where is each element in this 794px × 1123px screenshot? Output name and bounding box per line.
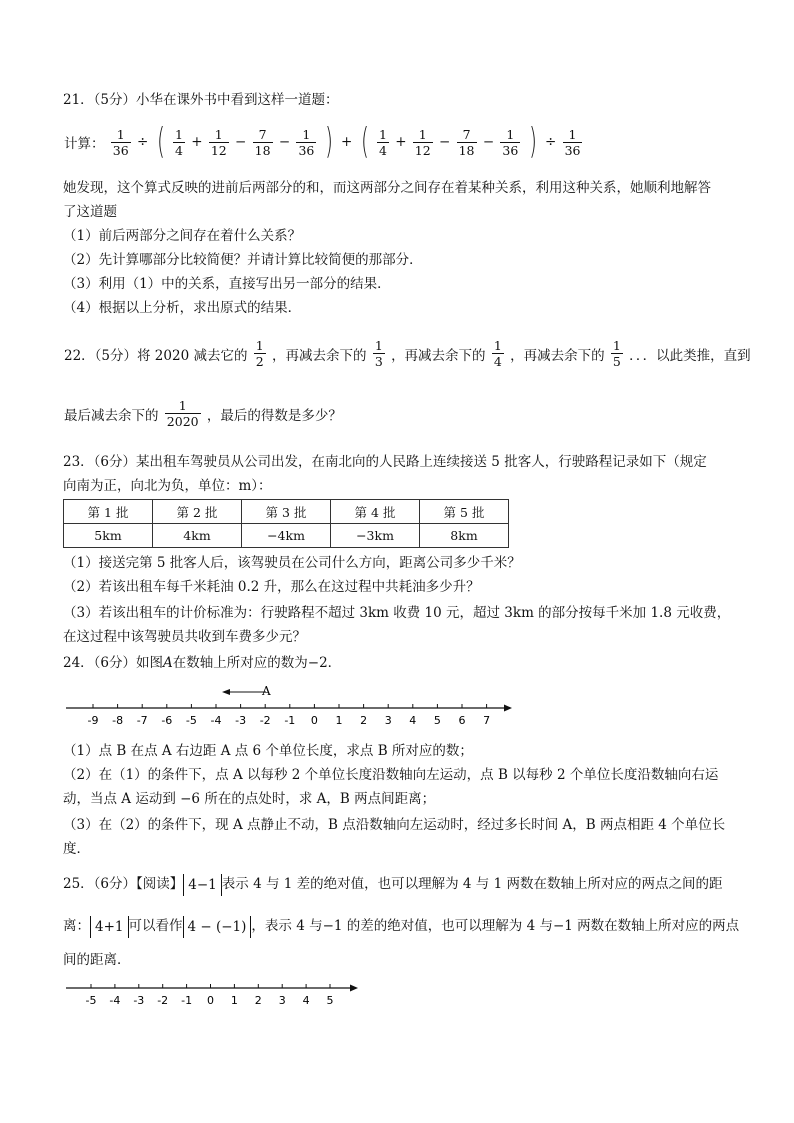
q24-point-var: A (163, 655, 173, 671)
abs-expression: 4 − (−1) (183, 916, 252, 938)
q25-line-2 (63, 914, 739, 938)
q22-text: ，再减去余下的 (510, 347, 605, 364)
axis-tick-label: 5 (433, 714, 441, 727)
axis-tick-label: -2 (157, 994, 169, 1007)
left-paren: ( (156, 121, 165, 162)
table-cell: 5km (64, 524, 153, 548)
plus-sign: + (340, 134, 353, 150)
table-cell: −3km (331, 524, 420, 548)
q23-text-line: 23．（6分）某出租车驾驶员从公司出发，在南北向的人民路上连续接送 5 批客人，行驶路程记录如下（规定 (63, 454, 707, 470)
axis-tick-label: 0 (207, 994, 214, 1007)
fraction: $\frac{1}{4}$ (493, 338, 502, 369)
axis-tick-label: -4 (210, 714, 222, 727)
q21-sub-question: （1）前后两部分之间存在着什么关系？ (63, 228, 302, 244)
fraction: $\frac{1}{3}$ (374, 338, 383, 369)
q21-text-line: 她发现，这个算式反映的进前后两部分的和，而这两部分之间存在着某种关系，利用这种关系，她顺利地解答 (63, 180, 711, 196)
axis-tick-label: -5 (185, 714, 197, 727)
axis-tick-label: -1 (284, 714, 296, 727)
trip-record-table (63, 499, 509, 548)
axis-tick-label: -7 (136, 714, 148, 727)
axis-tick-label: 6 (458, 714, 466, 727)
fraction: $\frac{1}{36}$ (112, 126, 129, 158)
axis-tick-label: 3 (384, 714, 392, 727)
fraction: $\frac{1}{4}$ (378, 126, 387, 158)
left-paren: ( (360, 121, 369, 162)
minus-sign: − (278, 134, 291, 150)
axis-tick-label: -3 (133, 994, 145, 1007)
q24-heading (63, 653, 341, 673)
axis-tick-label: -1 (181, 994, 193, 1007)
q25-text: 离： (63, 918, 90, 934)
q22-line-2 (63, 398, 343, 429)
q23-text-line: 向南为正，向北为负，单位：m）： (63, 478, 272, 494)
abs-expression: 4+1 (90, 916, 129, 938)
axis-tick-label: 2 (254, 994, 262, 1007)
fraction: $\frac{1}{36}$ (564, 126, 581, 158)
axis-tick-label: -9 (87, 714, 99, 727)
q22-text: 最后减去余下的 (64, 407, 159, 424)
q22-text: ．．．以此类推，直到 (629, 347, 751, 364)
q23-sub-question: （1）接送完第 5 批客人后，该驾驶员在公司什么方向，距离公司多少千米？ (63, 555, 521, 571)
table-header-cell: 第 2 批 (153, 500, 242, 524)
right-paren: ) (528, 121, 537, 162)
axis-tick-label: 2 (360, 714, 368, 727)
q21-sub-question: （4）根据以上分析，求出原式的结果． (63, 300, 302, 316)
fraction: $\frac{1}{5}$ (612, 338, 621, 369)
q22-text: ，最后的得数是多少？ (206, 407, 342, 424)
axis-tick-label: 0 (310, 714, 318, 727)
q24-sub-question: 动，当点 A 运动到 −6 所在的点处时，求 A，B 两点间距离； (63, 791, 436, 807)
table-header-cell: 第 1 批 (64, 500, 153, 524)
q22-text: ，再减去余下的 (272, 347, 367, 364)
q23-sub-question: （2）若该出租车每千米耗油 0.2 升，那么在这过程中共耗油多少升？ (63, 579, 480, 595)
axis-tick-label: -2 (259, 714, 271, 727)
axis-tick-label: 1 (335, 714, 343, 727)
table-header-row (64, 500, 509, 524)
table-cell: 4km (153, 524, 242, 548)
q21-heading: 21．（5分）小华在课外书中看到这样一道题： (63, 92, 339, 108)
q25-line-1 (63, 872, 722, 896)
q24-text: 24．（6分）如图 (63, 655, 164, 671)
q24-sub-question: （3）在（2）的条件下，现 A 点静止不动，B 点沿数轴向左运动时，经过多长时间 A，B 两点相距 4 个单位长 (63, 817, 726, 833)
table-header-cell: 第 4 批 (331, 500, 420, 524)
divide-sign: ÷ (137, 134, 149, 150)
abs-expression: 4−1 (183, 874, 222, 896)
q22-line-1 (63, 338, 752, 369)
fraction: $\frac{1}{12}$ (414, 126, 431, 158)
right-paren: ) (324, 121, 333, 162)
axis-tick-label: -5 (85, 994, 97, 1007)
q21-sub-question: （2）先计算哪部分比较简便？并请计算比较简便的那部分． (63, 252, 423, 268)
fraction: $\frac{7}{18}$ (254, 126, 271, 158)
q24-sub-question: （2）在（1）的条件下，点 A 以每秒 2 个单位长度沿数轴向左运动，点 B 以每秒 2 个单位长度沿数轴向右运 (63, 767, 719, 783)
q24-sub-question: 度． (63, 841, 90, 857)
table-cell: −4km (242, 524, 331, 548)
number-line-q25 (60, 978, 370, 1010)
fraction: $\frac{1}{36}$ (298, 126, 315, 158)
minus-sign: − (439, 134, 451, 150)
fraction: $\frac{1}{36}$ (502, 126, 519, 158)
q21-text-line: 了这道题 (63, 204, 117, 220)
minus-sign: − (235, 134, 247, 150)
fraction: $\frac{7}{18}$ (458, 126, 475, 158)
fraction: $\frac{1}{2020}$ (166, 398, 199, 429)
table-row (64, 524, 509, 548)
q25-text: 表示 4 与 1 差的绝对值，也可以理解为 4 与 1 两数在数轴上所对应的两点之间的距 (221, 876, 723, 892)
axis-tick-label: 4 (302, 994, 310, 1007)
number-line-q24 (60, 680, 520, 728)
q25-text: 25．（6分）【阅读】 (63, 876, 184, 892)
point-a-label: A (262, 684, 271, 698)
q22-text: 22．（5分）将 2020 减去它的 (64, 347, 248, 364)
fraction: $\frac{1}{4}$ (174, 126, 183, 158)
q25-text: ，表示 4 与−1 的差的绝对值，也可以理解为 4 与−1 两数在数轴上所对应的两点 (251, 918, 740, 934)
fraction: $\frac{1}{2}$ (255, 338, 264, 369)
table-cell: 8km (420, 524, 509, 548)
axis-tick-label: -6 (161, 714, 173, 727)
minus-sign: − (482, 134, 495, 150)
divide-sign: ÷ (544, 134, 557, 150)
q23-sub-question: （3）若该出租车的计价标准为：行驶路程不超过 3km 收费 10 元，超过 3km 的部分按每千米加 1.8 元收费， (63, 605, 731, 621)
axis-tick-label: 3 (278, 994, 286, 1007)
axis-tick-label: -8 (112, 714, 124, 727)
table-header-cell: 第 3 批 (242, 500, 331, 524)
axis-tick-label: 5 (326, 994, 334, 1007)
table-header-cell: 第 5 批 (420, 500, 509, 524)
plus-sign: + (191, 134, 203, 150)
q25-text-line: 间的距离． (63, 952, 131, 968)
fraction: $\frac{1}{12}$ (210, 126, 227, 158)
axis-tick-label: 4 (409, 714, 417, 727)
q22-text: ，再减去余下的 (391, 347, 486, 364)
q23-sub-question: 在这过程中该驾驶员共收到车费多少元？ (63, 629, 306, 645)
q21-sub-question: （3）利用（1）中的关系，直接写出另一部分的结果． (63, 276, 391, 292)
calc-label: 计算： (64, 136, 105, 152)
axis-tick-label: -3 (235, 714, 247, 727)
q24-sub-question: （1）点 B 在点 A 右边距 A 点 6 个单位长度，求点 B 所对应的数； (63, 743, 473, 759)
axis-tick-label: 7 (483, 714, 491, 727)
axis-tick-label: 1 (230, 994, 238, 1007)
q25-text: 可以看作 (128, 918, 183, 934)
plus-sign: + (395, 134, 407, 150)
q24-text: 在数轴上所对应的数为−2． (172, 655, 342, 671)
axis-tick-label: -4 (109, 994, 121, 1007)
q21-expression (63, 121, 583, 162)
